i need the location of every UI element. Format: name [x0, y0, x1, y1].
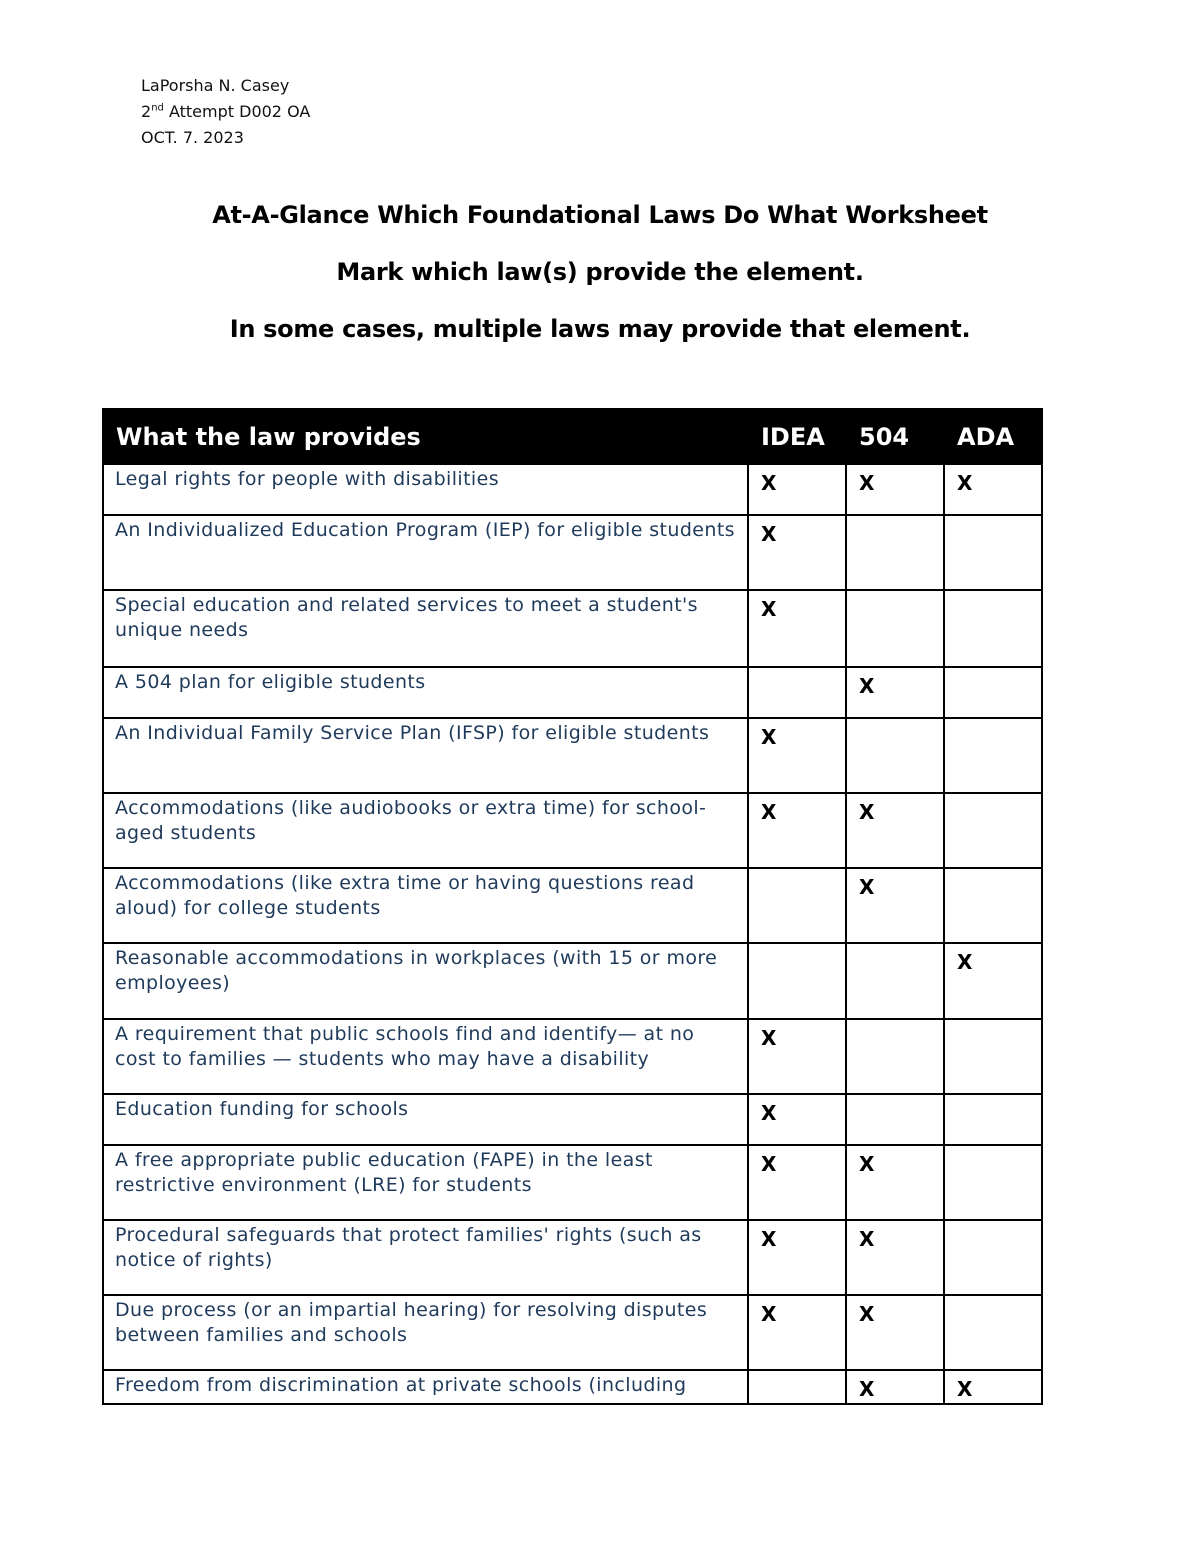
- section-504-mark: X: [846, 464, 944, 515]
- section-504-mark: X: [846, 1295, 944, 1370]
- ada-mark: X: [944, 464, 1042, 515]
- table-row: [103, 464, 1042, 515]
- idea-mark: [748, 943, 846, 1019]
- section-504-mark: [846, 590, 944, 667]
- attempt-number: 2: [141, 102, 152, 121]
- idea-mark: X: [748, 590, 846, 667]
- row-description: A 504 plan for eligible students: [103, 667, 748, 718]
- idea-mark: X: [748, 1019, 846, 1094]
- header-504: 504: [846, 409, 944, 464]
- worksheet-title: At-A-Glance Which Foundational Laws Do What Worksheet: [212, 201, 988, 229]
- idea-mark: X: [748, 718, 846, 793]
- row-description: A free appropriate public education (FAPE) in the least restrictive environment (LRE) for students: [103, 1145, 748, 1220]
- date-line: OCT. 7. 2023: [141, 128, 244, 147]
- row-description: Procedural safeguards that protect families' rights (such as notice of rights): [103, 1220, 748, 1295]
- ada-mark: X: [944, 1370, 1042, 1404]
- table-row: [103, 1145, 1042, 1220]
- ada-mark: [944, 1145, 1042, 1220]
- table-row: [103, 1019, 1042, 1094]
- author-header: [141, 73, 310, 151]
- table-row: [103, 667, 1042, 718]
- row-description: Freedom from discrimination at private schools (including: [103, 1370, 748, 1404]
- attempt-line: [141, 99, 310, 125]
- attempt-ordinal: nd: [151, 102, 164, 114]
- idea-mark: [748, 1370, 846, 1404]
- idea-mark: X: [748, 793, 846, 868]
- idea-mark: X: [748, 1295, 846, 1370]
- idea-mark: X: [748, 515, 846, 590]
- table-row: [103, 943, 1042, 1019]
- ada-mark: X: [944, 943, 1042, 1019]
- ada-mark: [944, 793, 1042, 868]
- row-description: An Individual Family Service Plan (IFSP) for eligible students: [103, 718, 748, 793]
- row-description: Legal rights for people with disabilities: [103, 464, 748, 515]
- table-row: [103, 1295, 1042, 1370]
- section-504-mark: [846, 718, 944, 793]
- ada-mark: [944, 515, 1042, 590]
- section-504-mark: [846, 1019, 944, 1094]
- section-504-mark: X: [846, 1145, 944, 1220]
- section-504-mark: X: [846, 1220, 944, 1295]
- ada-mark: [944, 590, 1042, 667]
- idea-mark: X: [748, 1094, 846, 1145]
- row-description: An Individualized Education Program (IEP) for eligible students: [103, 515, 748, 590]
- table-row: [103, 718, 1042, 793]
- row-description: Reasonable accommodations in workplaces (with 15 or more employees): [103, 943, 748, 1019]
- row-description: A requirement that public schools find and identify— at no cost to families — students who may have a disability: [103, 1019, 748, 1094]
- table-row: [103, 1094, 1042, 1145]
- ada-mark: [944, 667, 1042, 718]
- row-description: Due process (or an impartial hearing) for resolving disputes between families and schools: [103, 1295, 748, 1370]
- ada-mark: [944, 1295, 1042, 1370]
- idea-mark: [748, 868, 846, 943]
- table-row: [103, 1370, 1042, 1404]
- row-description: Accommodations (like extra time or having questions read aloud) for college students: [103, 868, 748, 943]
- section-504-mark: X: [846, 868, 944, 943]
- idea-mark: [748, 667, 846, 718]
- section-504-mark: [846, 1094, 944, 1145]
- ada-mark: [944, 1220, 1042, 1295]
- header-ada: ADA: [944, 409, 1042, 464]
- table-row: [103, 515, 1042, 590]
- author-name: LaPorsha N. Casey: [141, 76, 290, 95]
- row-description: Education funding for schools: [103, 1094, 748, 1145]
- ada-mark: [944, 1019, 1042, 1094]
- idea-mark: X: [748, 1145, 846, 1220]
- table-row: [103, 793, 1042, 868]
- row-description: Accommodations (like audiobooks or extra time) for school-aged students: [103, 793, 748, 868]
- section-504-mark: X: [846, 667, 944, 718]
- table-row: [103, 868, 1042, 943]
- row-description: Special education and related services to meet a student's unique needs: [103, 590, 748, 667]
- laws-table: [102, 408, 1043, 1405]
- table-row: [103, 1220, 1042, 1295]
- instruction-line-2: In some cases, multiple laws may provide that element.: [229, 315, 971, 343]
- worksheet-titles: [0, 196, 1200, 367]
- header-idea: IDEA: [748, 409, 846, 464]
- ada-mark: [944, 868, 1042, 943]
- section-504-mark: [846, 943, 944, 1019]
- section-504-mark: X: [846, 1370, 944, 1404]
- table-header-row: [103, 409, 1042, 464]
- section-504-mark: X: [846, 793, 944, 868]
- section-504-mark: [846, 515, 944, 590]
- header-what-law-provides: What the law provides: [103, 409, 748, 464]
- idea-mark: X: [748, 1220, 846, 1295]
- table-row: [103, 590, 1042, 667]
- ada-mark: [944, 718, 1042, 793]
- instruction-line-1: Mark which law(s) provide the element.: [336, 258, 864, 286]
- attempt-label: Attempt D002 OA: [163, 102, 311, 121]
- idea-mark: X: [748, 464, 846, 515]
- ada-mark: [944, 1094, 1042, 1145]
